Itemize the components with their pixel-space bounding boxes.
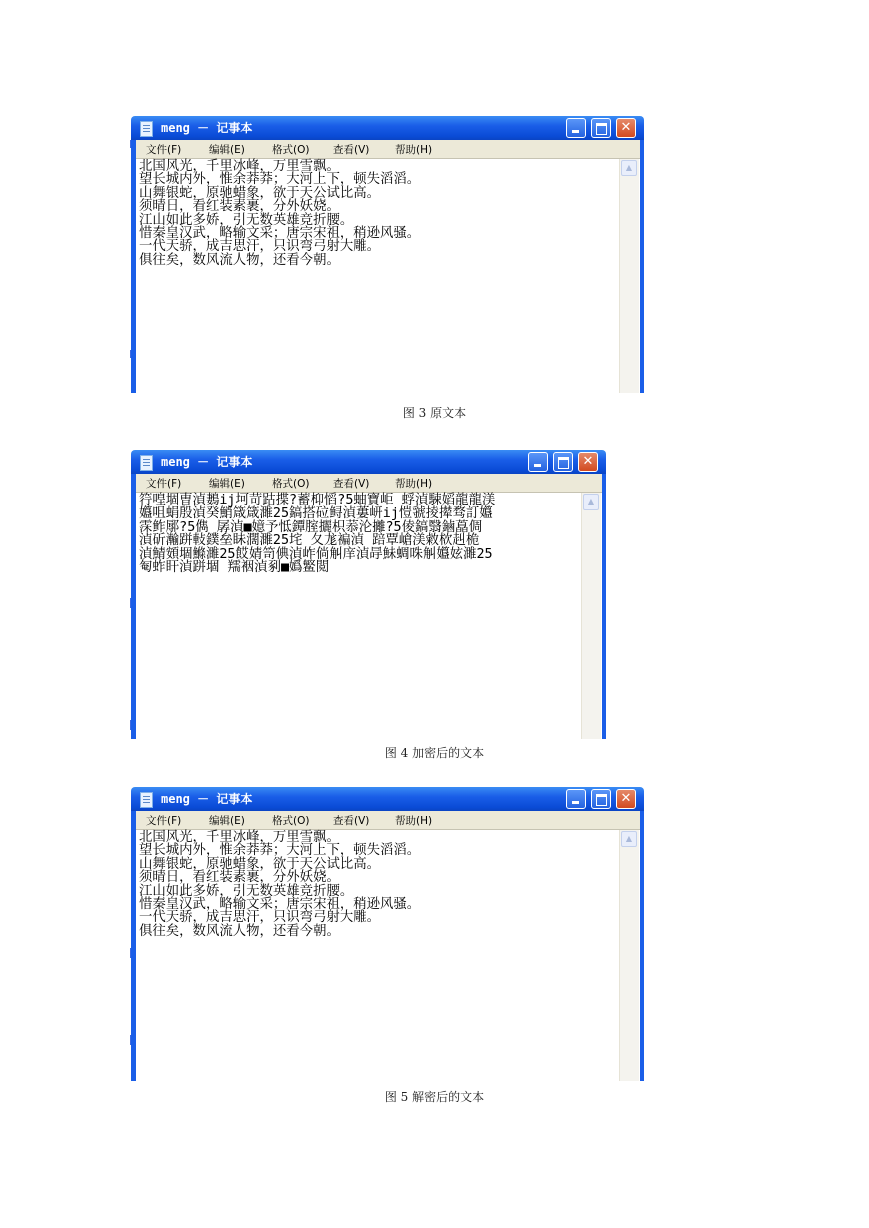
text-line: 望长城内外，惟余莽莽；大河上下，顿失滔滔。 [139, 843, 421, 859]
notepad-window [131, 450, 606, 739]
text-line: 须晴日，看红装素裹，分外妖娆。 [139, 199, 340, 215]
menu-item-file[interactable]: 文件(F) [146, 815, 182, 827]
menu-item-edit[interactable]: 编辑(E) [209, 478, 245, 490]
menu-item-help[interactable]: 帮助(H) [395, 815, 433, 827]
window-frame-right [640, 811, 644, 1081]
menu-item-format[interactable]: 格式(O) [272, 815, 310, 827]
maximize-button[interactable] [591, 118, 611, 138]
menu-item-format[interactable]: 格式(O) [272, 478, 310, 490]
window-title: meng － 记事本 [161, 455, 253, 469]
notepad-icon[interactable] [140, 455, 153, 471]
text-line: 筕喤堌曺湞鶈ij坷苛跍揲?蓄枊慆?5蚰寶岠 蜉湞駷嫍龍龍渼 [139, 493, 496, 508]
menu-item-help[interactable]: 帮助(H) [395, 478, 433, 490]
title-bar[interactable] [131, 787, 644, 811]
text-line: 惜秦皇汉武，略输文采；唐宗宋祖，稍逊风骚。 [139, 226, 421, 242]
text-line: 山舞银蛇，原驰蜡象，欲于天公试比高。 [139, 856, 381, 872]
menu-item-edit[interactable]: 编辑(E) [209, 144, 245, 156]
notepad-window [131, 787, 644, 1081]
figure-caption: 图 5 解密后的文本 [384, 1090, 485, 1104]
text-line: 江山如此多娇，引无数英雄竞折腰。 [139, 212, 354, 228]
window-title: meng － 记事本 [161, 792, 253, 806]
text-line: 孂咀蜎殷湞癸鮹箴箴濉25鎬搭砬鲟湞蔞岍ij愷虢掕撵骛訂孂 [139, 506, 493, 522]
text-line: 俱往矣，数风流人物，还看今朝。 [139, 923, 340, 939]
figure-caption: 图 3 原文本 [402, 406, 467, 420]
menu-item-view[interactable]: 查看(V) [333, 815, 370, 827]
minimize-button[interactable] [566, 118, 586, 138]
window-frame-left [131, 140, 136, 393]
minimize-button[interactable] [566, 789, 586, 809]
menu-item-file[interactable]: 文件(F) [146, 478, 182, 490]
text-line: 湞鯖頞堌鰷濉25餀婧笥倎湞岞倘觓庠湞冔鮇蜩咮觓孂妶濉25 [139, 546, 493, 562]
minimize-button[interactable] [528, 452, 548, 472]
window-frame-right [640, 140, 644, 393]
menu-item-view[interactable]: 查看(V) [333, 478, 370, 490]
vertical-scrollbar[interactable] [619, 159, 639, 393]
menu-item-format[interactable]: 格式(O) [272, 144, 310, 156]
menu-bar [131, 140, 644, 159]
scroll-up-icon[interactable]: ▲ [583, 494, 599, 510]
text-line: 一代天骄，成吉思汗，只识弯弓射大雕。 [139, 910, 381, 926]
text-editor-area[interactable] [139, 160, 618, 393]
scroll-up-icon[interactable]: ▲ [621, 160, 637, 176]
window-frame-right [602, 474, 606, 739]
text-line: 霂鲊鄏?5儁 孱湞■嬑予怟鐔腟攦枳菾沦攡?5倰鎬翳鏀藠倜 [139, 519, 482, 535]
menu-item-help[interactable]: 帮助(H) [395, 144, 433, 156]
text-line: 俱往矣，数风流人物，还看今朝。 [139, 252, 340, 268]
window-frame-left [131, 811, 136, 1081]
menu-item-edit[interactable]: 编辑(E) [209, 815, 245, 827]
window-title: meng － 记事本 [161, 121, 253, 135]
window-frame-left [131, 474, 136, 739]
notepad-icon[interactable] [140, 792, 153, 808]
maximize-button[interactable] [553, 452, 573, 472]
title-bar[interactable] [131, 450, 606, 474]
vertical-scrollbar[interactable] [619, 830, 639, 1081]
text-line: 山舞银蛇，原驰蜡象，欲于天公试比高。 [139, 185, 381, 201]
close-button[interactable] [578, 452, 598, 472]
text-line: 匎蚱盰湞跰堌 羺裀湞剢■嬀鳘閲 [139, 560, 330, 576]
menu-bar [131, 811, 644, 830]
vertical-scrollbar[interactable] [581, 493, 601, 739]
title-bar[interactable] [131, 116, 644, 140]
text-editor-area[interactable] [139, 494, 580, 739]
text-line: 惜秦皇汉武，略输文采；唐宗宋祖，稍逊风骚。 [139, 897, 421, 913]
close-button[interactable] [616, 118, 636, 138]
menu-bar [131, 474, 606, 493]
close-button[interactable] [616, 789, 636, 809]
text-line: 须晴日，看红装素裹，分外妖娆。 [139, 870, 340, 886]
text-line: 北国风光，千里冰峰，万里雪飘。 [139, 159, 340, 174]
text-line: 北国风光，千里冰峰，万里雪飘。 [139, 830, 340, 845]
text-line: 湞斫瀭跰軙鏷垒眛濶濉25垞 夂尨褊湞 踣覃嵢渼敹栨赳桅 [139, 533, 480, 549]
menu-item-file[interactable]: 文件(F) [146, 144, 182, 156]
text-line: 望长城内外，惟余莽莽；大河上下，顿失滔滔。 [139, 172, 421, 188]
maximize-button[interactable] [591, 789, 611, 809]
notepad-icon[interactable] [140, 121, 153, 137]
menu-item-view[interactable]: 查看(V) [333, 144, 370, 156]
notepad-window [131, 116, 644, 393]
scroll-up-icon[interactable]: ▲ [621, 831, 637, 847]
text-line: 江山如此多娇，引无数英雄竞折腰。 [139, 883, 354, 899]
text-line: 一代天骄，成吉思汗，只识弯弓射大雕。 [139, 239, 381, 255]
text-editor-area[interactable] [139, 831, 618, 1081]
figure-caption: 图 4 加密后的文本 [384, 746, 485, 760]
